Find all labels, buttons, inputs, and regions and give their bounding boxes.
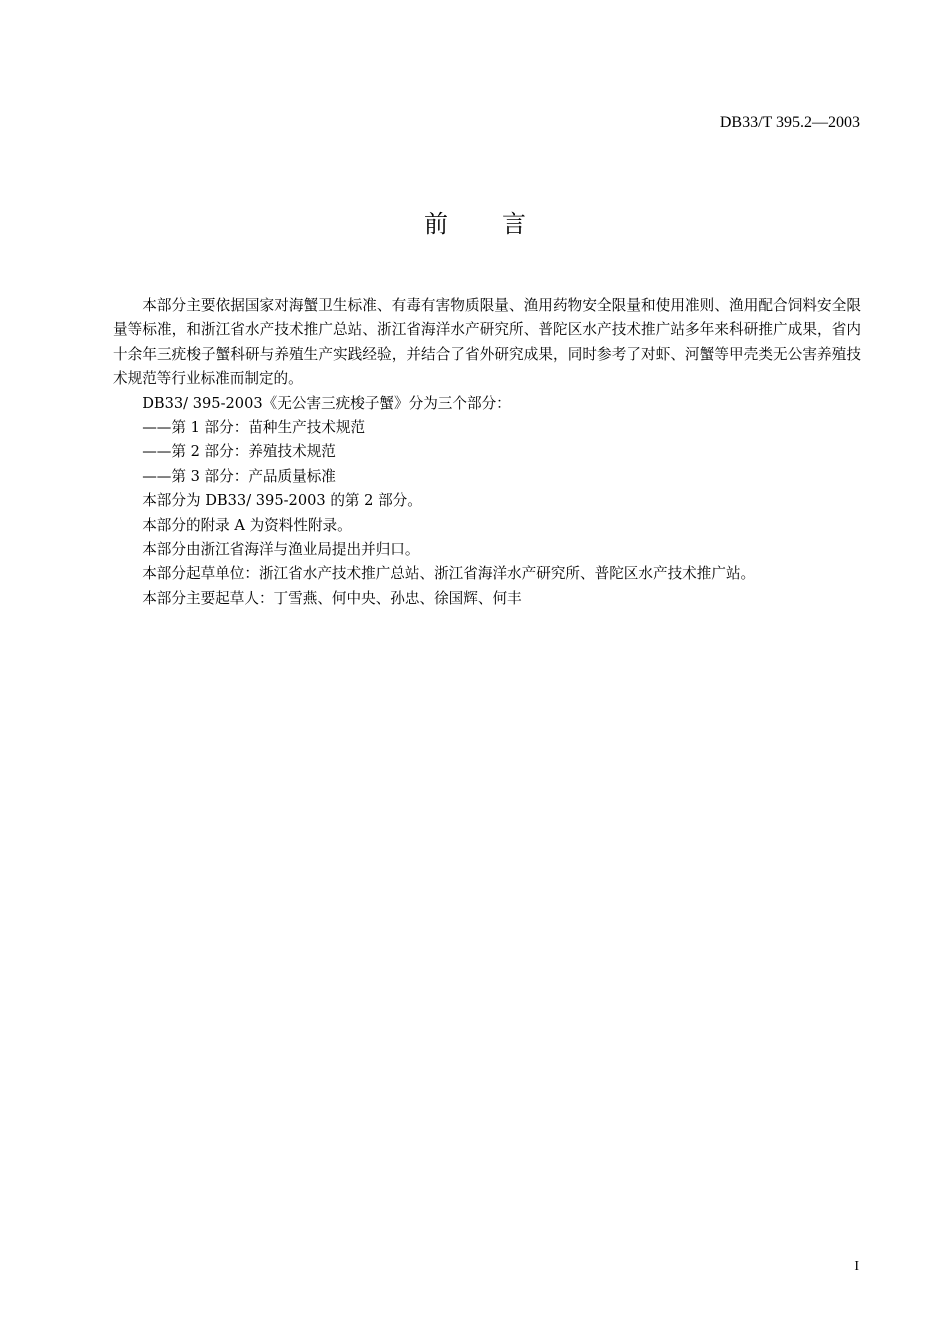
paragraph-drafting-units: 本部分起草单位：浙江省水产技术推广总站、浙江省海洋水产研究所、普陀区水产技术推广站。 [142, 565, 756, 583]
list-item-part-1: ——第 1 部分：苗种生产技术规范 [142, 419, 366, 437]
standard-code: DB33/T 395.2—2003 [719, 114, 860, 131]
paragraph-basis: 本部分主要依据国家对海蟹卫生标准、有毒有害物质限量、渔用药物安全限量和使用准则、渔用配合饲料安全限量等标准，和浙江省水产技术推广总站、浙江省海洋水产研究所、普陀区水产技术推广站多年来科研推广成果，省内十余年三疣梭子蟹科研与养殖生产实践经验，并结合了省外研究成果，同时参考了对虾、河蟹等甲壳类无公害养殖技术规范等行业标准而制定的。 [113, 297, 861, 388]
foreword-body [113, 294, 861, 611]
paragraph-appendix: 本部分的附录 A 为资料性附录。 [142, 516, 352, 534]
paragraph-drafters: 本部分主要起草人：丁雪燕、何中央、孙忠、徐国辉、何丰 [142, 589, 522, 607]
paragraph-this-part: 本部分为 DB33/ 395-2003 的第 2 部分。 [142, 492, 422, 510]
paragraph-parts-intro: DB33/ 395-2003《无公害三疣梭子蟹》分为三个部分： [142, 394, 511, 412]
list-item-part-3: ——第 3 部分：产品质量标准 [142, 467, 336, 485]
paragraph-proposer: 本部分由浙江省海洋与渔业局提出并归口。 [142, 541, 420, 559]
page-title: 前言 [424, 210, 580, 238]
page-number: I [854, 1259, 859, 1274]
list-item-part-2: ——第 2 部分：养殖技术规范 [142, 443, 336, 461]
